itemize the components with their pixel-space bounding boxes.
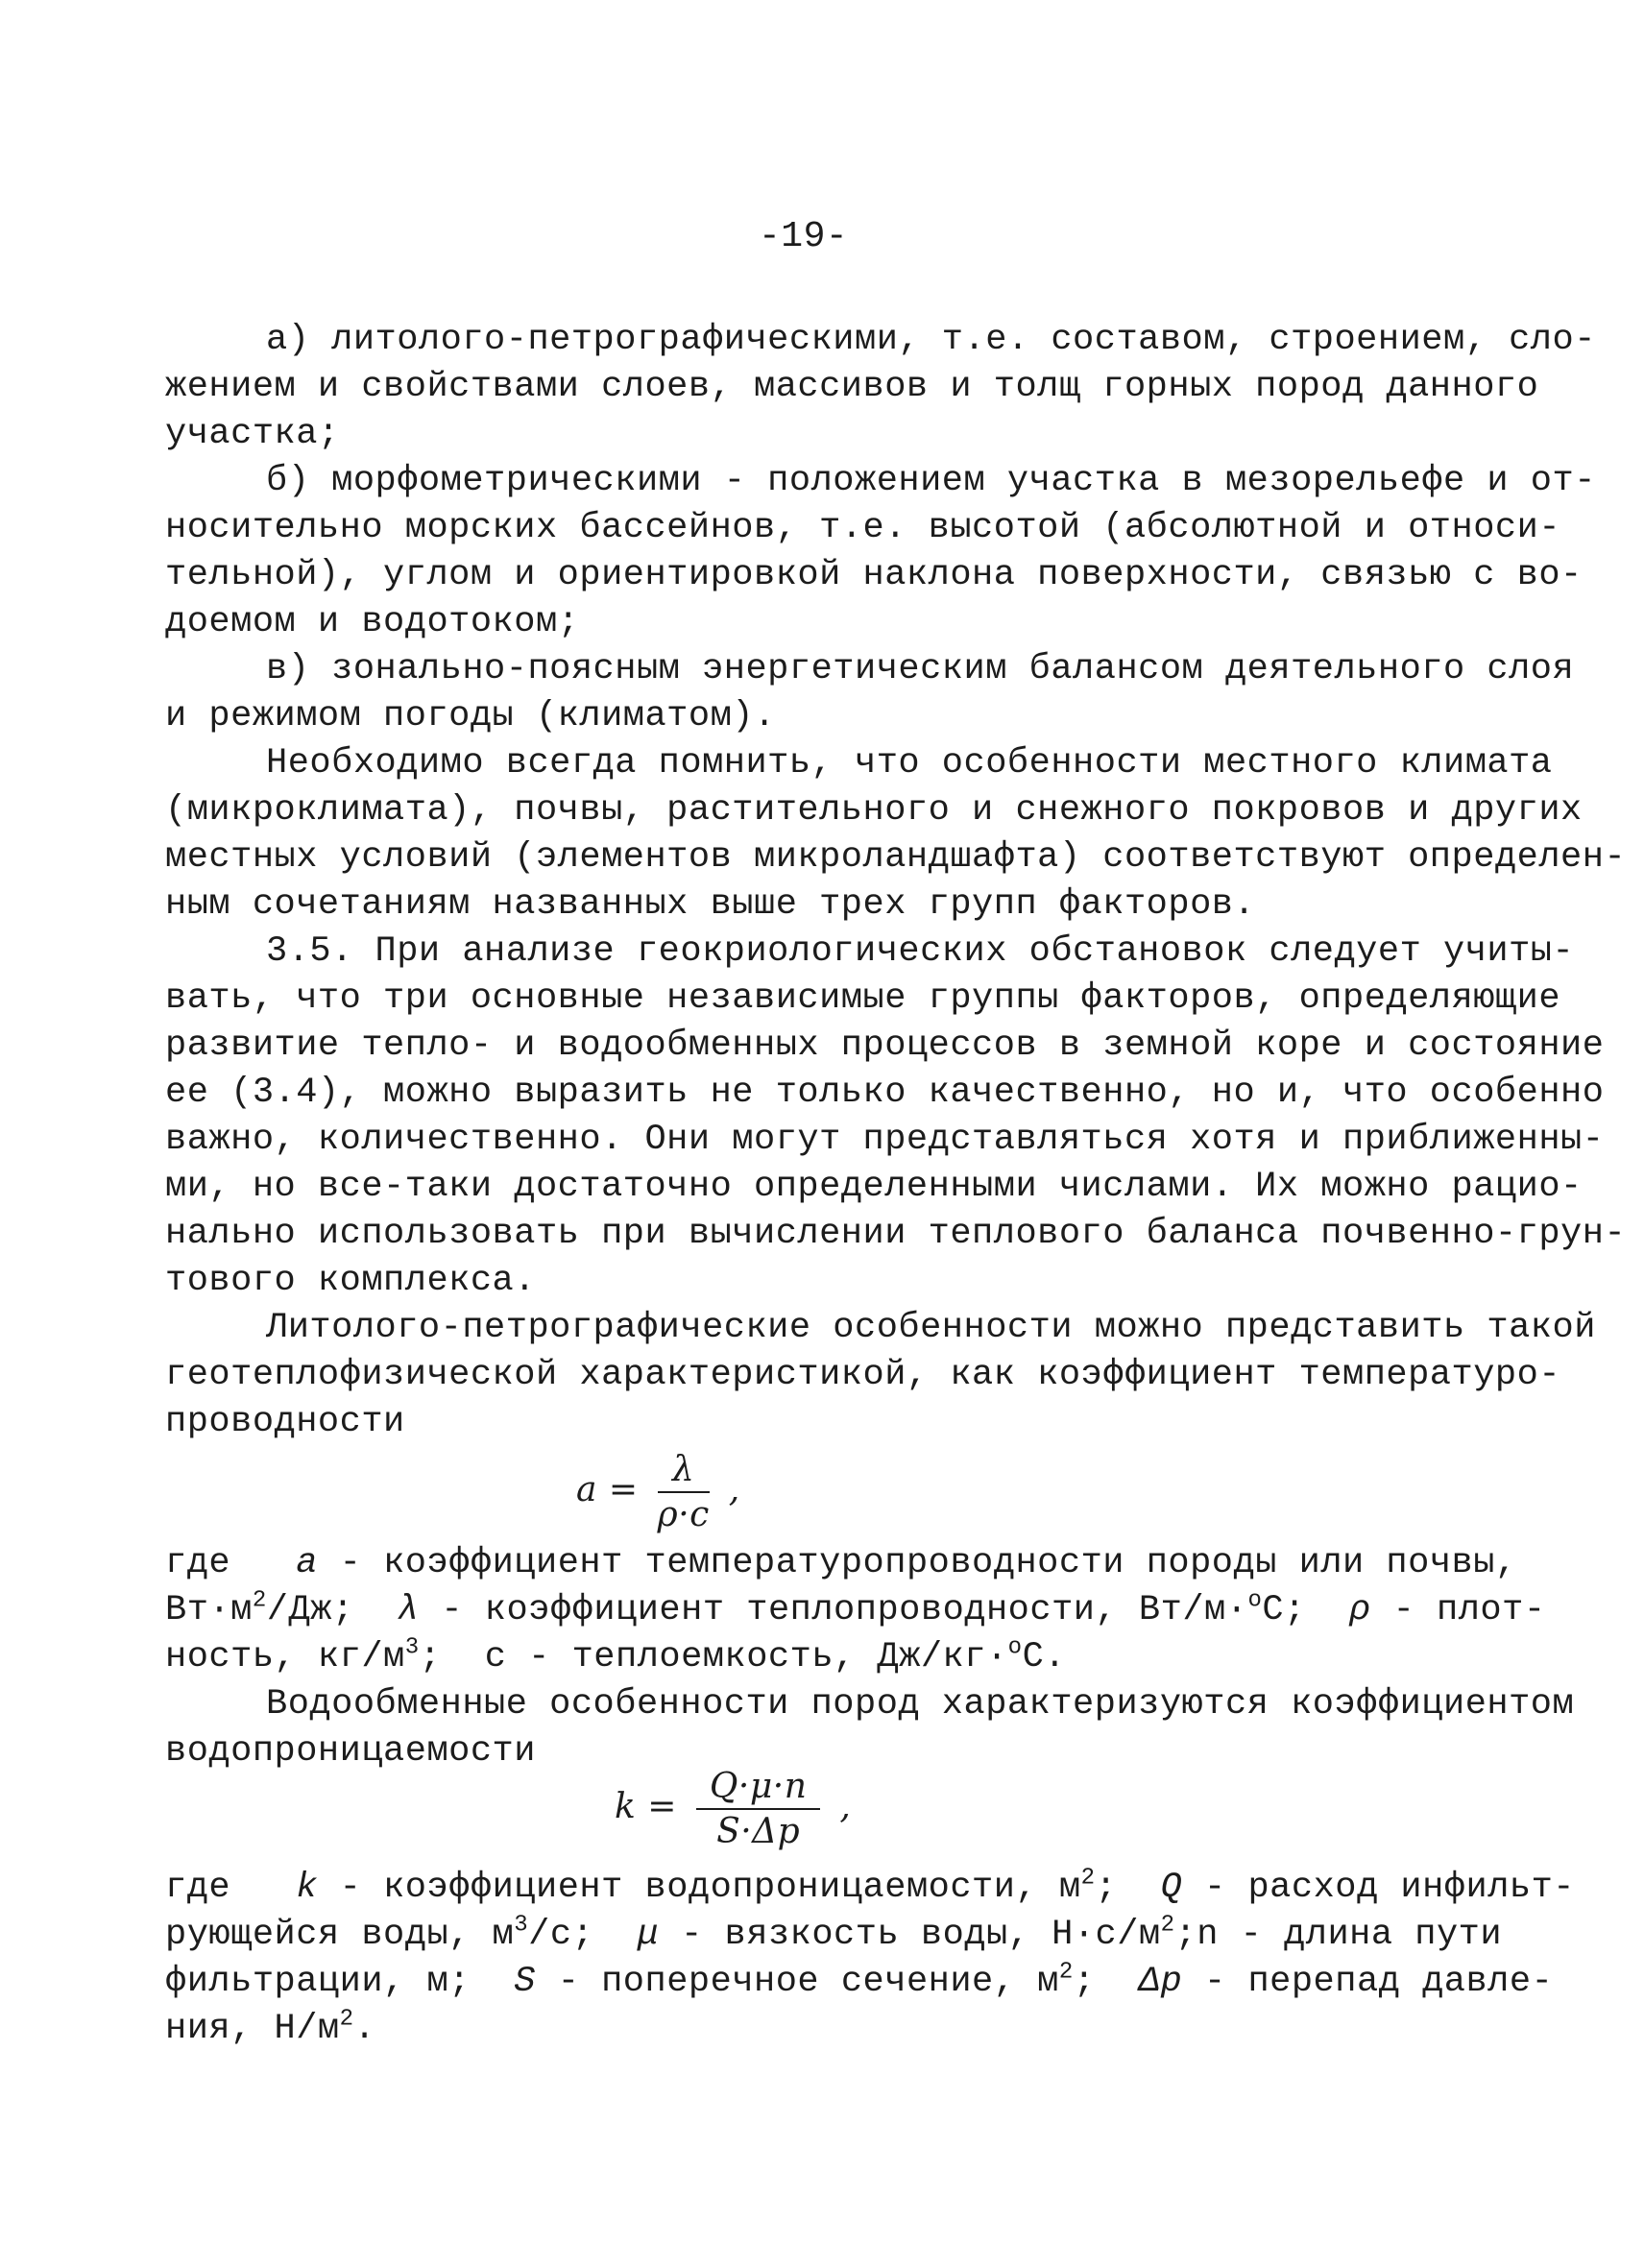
text-line: доемом и водотоком; (165, 602, 580, 642)
formula-numerator: Q·μ·n (696, 1767, 820, 1810)
text-segment: Вт·м (165, 1590, 253, 1630)
text-line: ным сочетаниям названных выше трех групп факторов. (165, 884, 1256, 925)
text-line: (микроклимата), почвы, растительного и снежного покровов и других (165, 790, 1583, 831)
text-line: в) зонально-поясным энергетическим балансом деятельного слоя (266, 649, 1575, 689)
text-line (165, 2006, 1490, 2053)
text-line (165, 1912, 1503, 1959)
text-line: тового комплекса. (165, 1261, 536, 1301)
formula-fraction (658, 1450, 710, 1534)
text-line: 3.5. При анализе геокриологических обстановок следует учиты- (266, 931, 1575, 972)
text-line: Водообменные особенности пород характеризуются коэффициентом (266, 1684, 1575, 1725)
math-symbol: λ (397, 1590, 420, 1630)
formula-lhs: a (576, 1470, 597, 1509)
text-segment: /с; (528, 1915, 638, 1955)
formula-denominator: S·Δp (716, 1812, 801, 1851)
formula-thermal-diffusivity (576, 1450, 740, 1534)
text-line: а) литолого-петрографическими, т.е. составом, строением, сло- (266, 320, 1596, 360)
text-line: участка; (165, 414, 340, 454)
text-line: Литолого-петрографические особенности можно представить такой (266, 1308, 1596, 1348)
text-line: и режимом погоды (климатом). (165, 696, 776, 736)
text-segment: ; с - теплоемкость, Дж/кг· (419, 1637, 1008, 1677)
text-line: водопроницаемости (165, 1731, 536, 1772)
math-symbol: μ (637, 1915, 660, 1955)
text-segment: - плот- (1370, 1590, 1546, 1630)
page-number: -19- (759, 216, 849, 257)
text-segment: - коэффициент теплопроводности, Вт/м· (419, 1590, 1248, 1630)
superscript: о (1247, 1587, 1263, 1614)
text-line: б) морфометрическими - положением участка в мезорельефе и от- (266, 461, 1596, 501)
math-symbol: ρ (1349, 1590, 1371, 1630)
text-segment: где (165, 1543, 297, 1583)
superscript: 2 (1160, 1912, 1175, 1939)
text-segment: ;n - длина пути (1174, 1915, 1503, 1955)
text-segment: ность, кг/м (165, 1637, 405, 1677)
formula-denominator: ρ·c (657, 1495, 710, 1534)
text-line (165, 1634, 1490, 1681)
superscript: 2 (339, 2006, 354, 2033)
text-segment: /Дж; (266, 1590, 398, 1630)
superscript: 3 (404, 1634, 420, 1661)
text-line: ми, но все-таки достаточно определенными числами. Их можно рацио- (165, 1167, 1583, 1207)
math-symbol: k (296, 1868, 318, 1908)
formula-equals: = (608, 1470, 639, 1509)
formula-equals: = (647, 1787, 677, 1826)
text-segment: - расход инфильт- (1182, 1868, 1576, 1908)
text-line: жением и свойствами слоев, массивов и толщ горных пород данного (165, 367, 1539, 407)
text-line: местных условий (элементов микроландшафта) соответствуют определен- (165, 837, 1627, 878)
text-segment: рующейся воды, м (165, 1915, 515, 1955)
math-symbol: Δp (1138, 1962, 1183, 2002)
formula-fraction (696, 1767, 820, 1851)
text-segment: - перепад давле- (1182, 1962, 1554, 2002)
superscript: 3 (514, 1912, 529, 1939)
text-line: ее (3.4), можно выразить не только качественно, но и, что особенно (165, 1073, 1605, 1113)
text-line: развитие тепло- и водообменных процессов в земной коре и состояние (165, 1025, 1605, 1066)
text-line: носительно морских бассейнов, т.е. высотой (абсолютной и относи- (165, 508, 1561, 548)
text-segment: - поперечное сечение, м (535, 1962, 1059, 2002)
text-line (165, 1959, 1554, 2006)
superscript: 2 (1058, 1959, 1074, 1986)
formula-trail: , (839, 1787, 852, 1826)
text-line: нально использовать при вычислении теплового баланса почвенно-грун- (165, 1214, 1627, 1254)
text-line: геотеплофизической характеристикой, как коэффициент температуро- (165, 1355, 1561, 1395)
text-segment: ния, Н/м (165, 2009, 340, 2049)
superscript: 2 (1080, 1865, 1096, 1892)
formula-lhs: k (615, 1787, 637, 1826)
superscript: 2 (252, 1587, 267, 1614)
text-line (165, 1540, 1517, 1587)
text-segment: - коэффициент температуропроводности породы или почвы, (317, 1543, 1517, 1583)
text-segment: ; (1073, 1962, 1139, 2002)
text-line: проводности (165, 1402, 405, 1442)
text-segment: - коэффициент водопроницаемости, м (317, 1868, 1081, 1908)
text-segment: - вязкость воды, Н·с/м (659, 1915, 1161, 1955)
text-line: важно, количественно. Они могут представляться хотя и приближенны- (165, 1120, 1605, 1160)
superscript: о (1007, 1634, 1023, 1661)
text-segment: . (353, 2009, 376, 2049)
text-line (165, 1865, 1576, 1912)
body-text-middle (165, 1540, 1575, 1775)
text-segment: фильтрации, м; (165, 1962, 515, 2002)
formula-trail: , (728, 1470, 740, 1509)
text-line: Необходимо всегда помнить, что особенности местного климата (266, 743, 1553, 784)
body-text-bottom (165, 1865, 1576, 2053)
math-symbol: Q (1160, 1868, 1183, 1908)
text-line: тельной), углом и ориентировкой наклона поверхности, связью с во- (165, 555, 1583, 595)
math-symbol: S (514, 1962, 536, 2002)
formula-numerator: λ (658, 1450, 710, 1493)
text-segment: ; (1095, 1868, 1161, 1908)
text-segment: С. (1022, 1637, 1066, 1677)
body-text-top (165, 317, 1627, 1446)
math-symbol: a (296, 1543, 318, 1583)
text-line (165, 1587, 1546, 1634)
text-segment: где (165, 1868, 297, 1908)
text-segment: С; (1262, 1590, 1350, 1630)
text-line: вать, что три основные независимые группы факторов, определяющие (165, 978, 1561, 1019)
formula-permeability (615, 1767, 851, 1851)
